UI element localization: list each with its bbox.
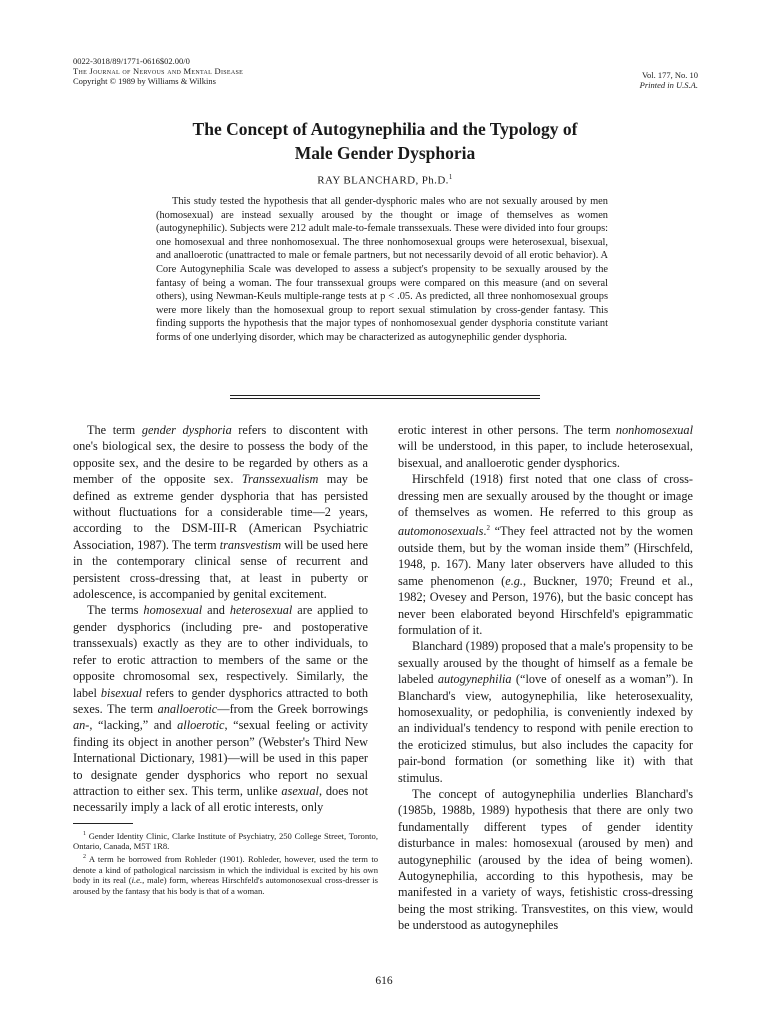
author-footnote-mark: 1 xyxy=(448,173,453,181)
term: Transsexualism xyxy=(241,472,319,487)
abstract xyxy=(156,195,608,345)
paragraph: Hirschfeld (1918) first noted that one class of cross-dressing men are sexually aroused by the thought or image of themselves as women. He referred to this group as automonosexuals.$^2$ “They feel attracted not by the women outside them, but by the woman inside them” (Hirschfeld, 1948, p. 167). Many later observers have alluded to this same phenomenon (e.g., Buckner, 1970; Freund et al., 1982; Ovesey and Person, 1976), but the basic concept has never been elaborated beyond Hirschfeld's epigrammatic formulation of it. xyxy=(398,472,693,637)
term: analloerotic xyxy=(157,701,218,716)
volume-number: Vol. 177, No. 10 xyxy=(641,70,698,80)
paragraph: erotic interest in other persons. The term nonhomosexual will be understood, in this paper, to include heterosexual, bisexual, and analloerotic gender dysphorics. xyxy=(398,423,693,470)
term: e.g. xyxy=(505,573,524,588)
footnote-divider xyxy=(73,823,133,824)
term: nonhomosexual xyxy=(615,423,693,437)
footnote-2: $^2$ A term he borrowed from Rohleder (1901). Rohleder, however, used the term to denote a kind of pathological narcissism in which the individual is excited by his own body in its real (i.e., male) form, whereas Hirschfeld's automonosexual cross-dresser is aroused by the fantasy that his body is that of a woman. xyxy=(73,853,379,896)
paragraph: Blanchard (1989) proposed that a male's propensity to be sexually aroused by the thought of himself as a female be labeled autogynephilia (“love of oneself as a woman”). In Blanchard's view, autogynephilia, like heterosexuality, homosexuality, or pedophilia, is conveniently indexed by an individual's tendency to respond with penile erection to the eroticized stimulus, but also includes the capacity for pair-bond formation (or something like it) with that stimulus. xyxy=(398,639,693,785)
term: an- xyxy=(73,718,90,733)
title-line-1: The Concept of Autogynephilia and the Typology of xyxy=(192,119,578,139)
title-line-2: Male Gender Dysphoria xyxy=(294,143,476,163)
term: heterosexual xyxy=(229,603,293,618)
article-title xyxy=(100,117,670,165)
abstract-divider-top xyxy=(230,395,540,396)
page-number: 616 xyxy=(375,975,393,987)
term: autogynephilia xyxy=(437,672,512,687)
abstract-text: This study tested the hypothesis that all gender-dysphoric males who are not sexually aroused by men (homosexual) are instead sexually aroused by the thought or image of themselves as women (autogynephilic). Subjects were 212 adult male-to-female transsexuals. These were divided into four groups: one homosexual and three nonhomosexual. The three nonhomosexual groups were heterosexual, bisexual, and analloerotic (unattracted to male or female partners, but not necessarily devoid of all erotic behavior). A Core Autogynephilia Scale was developed to assess a subject's propensity to be sexually aroused by the fantasy of being a woman. The four transsexual groups were compared on this measure (and on several others), using Newman-Keuls multiple-range tests at p < .05. As predicted, all three nonhomosexual groups were more likely than the homosexual group to report sexual stimulation by cross-gender fantasy. This finding supports the hypothesis that the major types of nonhomosexual gender dysphoria constitute variant forms of one underlying disorder, which may be characterized as autogynephilic gender dysphoria. xyxy=(156,196,608,343)
journal-name: The Journal of Nervous and Mental Disease xyxy=(73,66,244,76)
paragraph: The concept of autogynephilia underlies Blanchard's (1985b, 1988b, 1989) hypothesis that there are only two fundamentally different types of gender identity disturbance in males: homosexual (aroused by men) and autogynephilic (aroused by the idea of being women). Autogynephilia, according to this hypothesis, may be manifested in a variety of ways, fetishistic cross-dressing being the most striking. Transvestites, on this view, would be understood as autogynephiles xyxy=(398,787,693,933)
term: bisexual xyxy=(100,685,142,700)
left-column xyxy=(73,422,368,816)
abstract-divider-bottom xyxy=(230,398,540,399)
term: transvestism xyxy=(219,537,282,552)
doi-code: 0022-3018/89/1771-0616$02.00/0 xyxy=(73,56,190,66)
author-name: RAY BLANCHARD, Ph.D. xyxy=(317,174,449,187)
term: homosexual xyxy=(143,603,203,618)
term: asexual xyxy=(281,783,319,798)
issue-info xyxy=(640,70,698,90)
author-line xyxy=(100,173,670,187)
term: gender dysphoria xyxy=(141,423,232,437)
term: automonosexuals xyxy=(398,524,484,539)
paragraph: The terms homosexual and heterosexual are applied to gender dysphorics (including pre- and postoperative transsexuals) exactly as they are to other individuals, to refer to erotic attraction to members of the same or the opposite chromosomal sex, respectively. Similarly, the label bisexual refers to gender dysphorics attracted to both sexes. The term analloerotic—from the Greek borrowings an-, “lacking,” and alloerotic, “sexual feeling or activity finding its object in another person” (Webster's Third New International Dictionary, 1981)—will be used in this paper to designate gender dysphorics who report no sexual attraction to either sex. This term, unlike asexual, does not necessarily imply a lack of all erotic interests, only xyxy=(73,603,369,815)
copyright-line: Copyright © 1989 by Williams & Wilkins xyxy=(73,76,216,86)
footnote-1: $^1$ Gender Identity Clinic, Clarke Institute of Psychiatry, 250 College Street, Toronto, Ontario, Canada, M5T 1R8. xyxy=(73,830,378,852)
printed-in: Printed in U.S.A. xyxy=(639,80,698,90)
footnote-mark: 2 xyxy=(486,524,490,533)
term: alloerotic xyxy=(177,718,225,733)
right-column xyxy=(398,422,693,934)
footnotes xyxy=(73,829,378,896)
journal-header xyxy=(73,56,243,86)
paragraph: The term gender dysphoria refers to discontent with one's biological sex, the desire to possess the body of the opposite sex, and the desire to be regarded by others as a member of the opposite sex. Transsexualism may be defined as extreme gender dysphoria that has persisted without fluctuations for a considerable time—2 years, according to the DSM-III-R (American Psychiatric Association, 1987). The term transvestism will be used here in the contemporary clinical sense of recurrent and persistent cross-dressing that, at least in puberty or adolescence, is accompanied by genital excitement. xyxy=(73,423,368,602)
